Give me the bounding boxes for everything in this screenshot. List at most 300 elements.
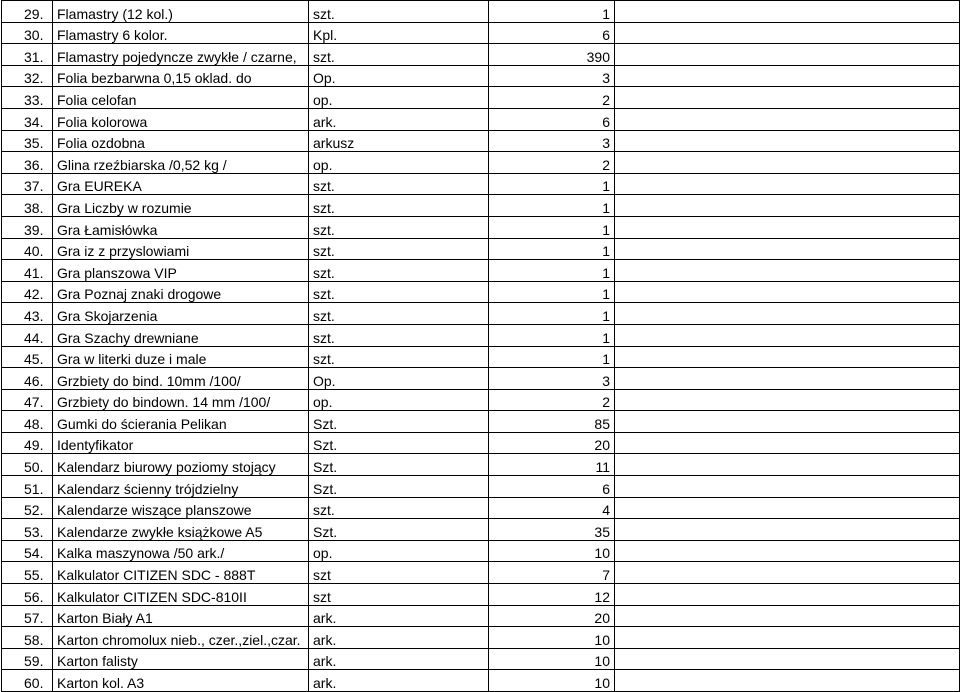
item-name-cell: [53, 130, 309, 152]
item-name-text: Folia celofan: [57, 91, 137, 108]
table-row: [2, 346, 960, 368]
quantity-cell: [489, 87, 615, 109]
row-number-cell: [2, 108, 53, 130]
item-name-cell: [53, 411, 309, 433]
empty-cell: [615, 22, 960, 44]
unit-text: arkusz: [313, 135, 355, 152]
table-row: [2, 519, 960, 541]
row-number-cell: [2, 562, 53, 584]
item-name-text: Gra Szachy drewniane: [57, 329, 199, 346]
row-number-text: 45.: [24, 351, 44, 368]
unit-cell: [309, 281, 489, 303]
unit-text: szt.: [313, 199, 335, 216]
item-name-text: Grzbiety do bind. 10mm /100/: [57, 372, 241, 389]
quantity-text: 85: [594, 415, 610, 432]
quantity-text: 7: [602, 567, 610, 584]
unit-cell: [309, 260, 489, 282]
unit-cell: [309, 216, 489, 238]
unit-text: szt.: [313, 329, 335, 346]
table-row: [2, 195, 960, 217]
unit-cell: [309, 519, 489, 541]
row-number-text: 40.: [24, 243, 44, 260]
quantity-cell: [489, 432, 615, 454]
unit-cell: [309, 238, 489, 260]
quantity-cell: [489, 216, 615, 238]
quantity-text: 3: [602, 70, 610, 87]
unit-cell: [309, 130, 489, 152]
inventory-table-body: [2, 1, 960, 692]
row-number-cell: [2, 432, 53, 454]
quantity-cell: [489, 627, 615, 649]
item-name-cell: [53, 540, 309, 562]
row-number-cell: [2, 346, 53, 368]
empty-cell: [615, 584, 960, 606]
row-number-text: 35.: [24, 135, 44, 152]
quantity-cell: [489, 519, 615, 541]
unit-text: szt.: [313, 221, 335, 238]
empty-cell: [615, 152, 960, 174]
quantity-cell: [489, 130, 615, 152]
empty-cell: [615, 173, 960, 195]
quantity-cell: [489, 562, 615, 584]
row-number-text: 57.: [24, 610, 44, 627]
quantity-cell: [489, 454, 615, 476]
unit-text: ark.: [313, 631, 337, 648]
item-name-cell: [53, 108, 309, 130]
item-name-cell: [53, 605, 309, 627]
row-number-cell: [2, 22, 53, 44]
quantity-cell: [489, 152, 615, 174]
empty-cell: [615, 195, 960, 217]
unit-cell: [309, 648, 489, 670]
quantity-cell: [489, 324, 615, 346]
item-name-text: Gra EUREKA: [57, 178, 142, 195]
item-name-text: Gra Poznaj znaki drogowe: [57, 286, 222, 303]
item-name-text: Kalendarz biurowy poziomy stojący: [57, 459, 276, 476]
unit-text: Szt.: [313, 523, 338, 540]
unit-cell: [309, 108, 489, 130]
quantity-cell: [489, 389, 615, 411]
table-row: [2, 108, 960, 130]
row-number-cell: [2, 605, 53, 627]
item-name-text: Kalka maszynowa /50 ark./: [57, 545, 225, 562]
table-row: [2, 303, 960, 325]
empty-cell: [615, 389, 960, 411]
item-name-cell: [53, 281, 309, 303]
quantity-text: 1: [602, 199, 610, 216]
quantity-cell: [489, 173, 615, 195]
unit-cell: [309, 389, 489, 411]
table-row: [2, 238, 960, 260]
item-name-cell: [53, 432, 309, 454]
item-name-cell: [53, 173, 309, 195]
unit-text: szt: [313, 567, 331, 584]
quantity-cell: [489, 44, 615, 66]
row-number-text: 58.: [24, 631, 44, 648]
unit-cell: [309, 584, 489, 606]
unit-cell: [309, 195, 489, 217]
table-row: [2, 411, 960, 433]
item-name-cell: [53, 454, 309, 476]
quantity-cell: [489, 411, 615, 433]
row-number-cell: [2, 195, 53, 217]
quantity-cell: [489, 281, 615, 303]
unit-text: szt.: [313, 178, 335, 195]
item-name-cell: [53, 216, 309, 238]
item-name-cell: [53, 670, 309, 692]
quantity-text: 1: [602, 264, 610, 281]
unit-cell: [309, 1, 489, 23]
empty-cell: [615, 281, 960, 303]
empty-cell: [615, 648, 960, 670]
row-number-cell: [2, 454, 53, 476]
unit-cell: [309, 324, 489, 346]
row-number-cell: [2, 260, 53, 282]
quantity-text: 390: [586, 48, 610, 65]
item-name-text: Karton falisty: [57, 653, 138, 670]
unit-cell: [309, 22, 489, 44]
item-name-cell: [53, 65, 309, 87]
quantity-text: 1: [602, 178, 610, 195]
quantity-cell: [489, 303, 615, 325]
table-row: [2, 152, 960, 174]
row-number-cell: [2, 519, 53, 541]
item-name-cell: [53, 324, 309, 346]
row-number-text: 55.: [24, 567, 44, 584]
table-row: [2, 87, 960, 109]
row-number-cell: [2, 540, 53, 562]
row-number-cell: [2, 281, 53, 303]
quantity-text: 10: [594, 675, 610, 691]
quantity-text: 2: [602, 91, 610, 108]
item-name-text: Gra iz z przyslowiami: [57, 243, 190, 260]
item-name-cell: [53, 303, 309, 325]
item-name-text: Gra w literki duze i male: [57, 351, 207, 368]
row-number-text: 48.: [24, 415, 44, 432]
unit-cell: [309, 65, 489, 87]
row-number-cell: [2, 368, 53, 390]
quantity-cell: [489, 497, 615, 519]
item-name-text: Folia bezbarwna 0,15 oklad. do: [57, 70, 252, 87]
quantity-cell: [489, 368, 615, 390]
row-number-text: 33.: [24, 91, 44, 108]
unit-cell: [309, 368, 489, 390]
row-number-text: 32.: [24, 70, 44, 87]
unit-cell: [309, 173, 489, 195]
item-name-text: Kalkulator CITIZEN SDC - 888T: [57, 567, 256, 584]
table-row: [2, 130, 960, 152]
unit-text: ark.: [313, 675, 337, 691]
row-number-cell: [2, 324, 53, 346]
unit-cell: [309, 497, 489, 519]
quantity-cell: [489, 540, 615, 562]
empty-cell: [615, 44, 960, 66]
unit-cell: [309, 627, 489, 649]
row-number-cell: [2, 87, 53, 109]
quantity-text: 10: [594, 631, 610, 648]
quantity-text: 6: [602, 113, 610, 130]
quantity-text: 1: [602, 351, 610, 368]
item-name-cell: [53, 584, 309, 606]
quantity-text: 3: [602, 372, 610, 389]
table-row: [2, 540, 960, 562]
empty-cell: [615, 627, 960, 649]
row-number-text: 41.: [24, 264, 44, 281]
item-name-text: Identyfikator: [57, 437, 134, 454]
quantity-text: 1: [602, 307, 610, 324]
row-number-text: 56.: [24, 588, 44, 605]
item-name-cell: [53, 368, 309, 390]
table-row: [2, 454, 960, 476]
quantity-cell: [489, 605, 615, 627]
empty-cell: [615, 411, 960, 433]
empty-cell: [615, 454, 960, 476]
table-row: [2, 562, 960, 584]
row-number-cell: [2, 411, 53, 433]
row-number-text: 50.: [24, 459, 44, 476]
row-number-text: 34.: [24, 113, 44, 130]
quantity-cell: [489, 108, 615, 130]
item-name-cell: [53, 87, 309, 109]
empty-cell: [615, 497, 960, 519]
empty-cell: [615, 324, 960, 346]
quantity-cell: [489, 476, 615, 498]
quantity-text: 20: [594, 610, 610, 627]
quantity-cell: [489, 195, 615, 217]
item-name-text: Kalkulator CITIZEN SDC-810II: [57, 588, 247, 605]
table-row: [2, 173, 960, 195]
item-name-text: Kalendarz ścienny trójdzielny: [57, 480, 239, 497]
table-row: [2, 389, 960, 411]
unit-text: Kpl.: [313, 27, 338, 44]
unit-cell: [309, 303, 489, 325]
unit-text: ark.: [313, 653, 337, 670]
table-row: [2, 260, 960, 282]
empty-cell: [615, 432, 960, 454]
unit-text: szt.: [313, 351, 335, 368]
quantity-text: 10: [594, 545, 610, 562]
row-number-cell: [2, 173, 53, 195]
row-number-cell: [2, 130, 53, 152]
unit-cell: [309, 605, 489, 627]
quantity-text: 6: [602, 480, 610, 497]
table-row: [2, 476, 960, 498]
row-number-cell: [2, 238, 53, 260]
quantity-text: 6: [602, 27, 610, 44]
table-row: [2, 22, 960, 44]
unit-text: op.: [313, 156, 333, 173]
quantity-cell: [489, 346, 615, 368]
unit-text: szt.: [313, 243, 335, 260]
quantity-text: 1: [602, 329, 610, 346]
row-number-text: 36.: [24, 156, 44, 173]
item-name-cell: [53, 562, 309, 584]
empty-cell: [615, 108, 960, 130]
row-number-text: 60.: [24, 675, 44, 691]
unit-cell: [309, 87, 489, 109]
unit-text: ark.: [313, 610, 337, 627]
unit-text: szt.: [313, 48, 335, 65]
empty-cell: [615, 216, 960, 238]
row-number-cell: [2, 670, 53, 692]
table-row: [2, 281, 960, 303]
empty-cell: [615, 130, 960, 152]
item-name-text: Grzbiety do bindown. 14 mm /100/: [57, 394, 271, 411]
table-row: [2, 648, 960, 670]
row-number-cell: [2, 216, 53, 238]
quantity-text: 12: [594, 588, 610, 605]
quantity-cell: [489, 65, 615, 87]
row-number-text: 42.: [24, 286, 44, 303]
row-number-text: 38.: [24, 199, 44, 216]
table-row: [2, 44, 960, 66]
unit-cell: [309, 562, 489, 584]
inventory-table: [1, 0, 960, 692]
item-name-cell: [53, 497, 309, 519]
unit-text: Szt.: [313, 415, 338, 432]
row-number-text: 59.: [24, 653, 44, 670]
empty-cell: [615, 346, 960, 368]
row-number-text: 39.: [24, 221, 44, 238]
item-name-text: Flamastry pojedyncze zwykłe / czarne,: [57, 48, 297, 65]
unit-cell: [309, 476, 489, 498]
empty-cell: [615, 260, 960, 282]
item-name-cell: [53, 195, 309, 217]
unit-cell: [309, 454, 489, 476]
table-row: [2, 216, 960, 238]
unit-text: Op.: [313, 372, 336, 389]
unit-text: Szt.: [313, 459, 338, 476]
quantity-text: 10: [594, 653, 610, 670]
unit-text: Szt.: [313, 480, 338, 497]
row-number-cell: [2, 1, 53, 23]
quantity-cell: [489, 648, 615, 670]
row-number-cell: [2, 648, 53, 670]
row-number-text: 53.: [24, 523, 44, 540]
table-row: [2, 368, 960, 390]
item-name-text: Gra Łamisłówka: [57, 221, 158, 238]
table-row: [2, 1, 960, 23]
row-number-cell: [2, 389, 53, 411]
item-name-text: Kalendarze wiszące planszowe: [57, 502, 252, 519]
unit-text: szt: [313, 588, 331, 605]
quantity-cell: [489, 1, 615, 23]
row-number-text: 47.: [24, 394, 44, 411]
table-row: [2, 605, 960, 627]
quantity-text: 35: [594, 523, 610, 540]
item-name-cell: [53, 238, 309, 260]
quantity-text: 1: [602, 5, 610, 22]
empty-cell: [615, 605, 960, 627]
item-name-cell: [53, 22, 309, 44]
empty-cell: [615, 562, 960, 584]
empty-cell: [615, 303, 960, 325]
empty-cell: [615, 65, 960, 87]
item-name-text: Gra Liczby w rozumie: [57, 199, 192, 216]
unit-cell: [309, 432, 489, 454]
item-name-cell: [53, 44, 309, 66]
unit-cell: [309, 152, 489, 174]
item-name-text: Gra planszowa VIP: [57, 264, 177, 281]
row-number-text: 51.: [24, 480, 44, 497]
unit-cell: [309, 411, 489, 433]
row-number-cell: [2, 44, 53, 66]
item-name-cell: [53, 1, 309, 23]
row-number-cell: [2, 584, 53, 606]
unit-cell: [309, 44, 489, 66]
quantity-text: 1: [602, 243, 610, 260]
table-row: [2, 497, 960, 519]
unit-text: szt.: [313, 286, 335, 303]
item-name-cell: [53, 627, 309, 649]
quantity-text: 2: [602, 394, 610, 411]
empty-cell: [615, 519, 960, 541]
item-name-cell: [53, 260, 309, 282]
row-number-cell: [2, 476, 53, 498]
empty-cell: [615, 476, 960, 498]
quantity-cell: [489, 260, 615, 282]
unit-cell: [309, 540, 489, 562]
item-name-text: Folia kolorowa: [57, 113, 148, 130]
unit-text: szt.: [313, 264, 335, 281]
row-number-cell: [2, 303, 53, 325]
unit-text: szt.: [313, 502, 335, 519]
unit-text: op.: [313, 91, 333, 108]
row-number-text: 44.: [24, 329, 44, 346]
unit-text: szt.: [313, 307, 335, 324]
item-name-text: Flamastry (12 kol.): [57, 5, 173, 22]
unit-cell: [309, 346, 489, 368]
item-name-text: Glina rzeźbiarska /0,52 kg /: [57, 156, 227, 173]
unit-text: Szt.: [313, 437, 338, 454]
quantity-text: 1: [602, 221, 610, 238]
item-name-cell: [53, 389, 309, 411]
item-name-cell: [53, 476, 309, 498]
table-row: [2, 324, 960, 346]
item-name-text: Folia ozdobna: [57, 135, 145, 152]
row-number-cell: [2, 627, 53, 649]
unit-cell: [309, 670, 489, 692]
item-name-cell: [53, 648, 309, 670]
quantity-text: 3: [602, 135, 610, 152]
item-name-text: Kalendarze zwykłe książkowe A5: [57, 523, 263, 540]
row-number-text: 29.: [24, 5, 44, 22]
quantity-text: 1: [602, 286, 610, 303]
row-number-cell: [2, 497, 53, 519]
item-name-text: Flamastry 6 kolor.: [57, 27, 168, 44]
row-number-cell: [2, 65, 53, 87]
quantity-cell: [489, 670, 615, 692]
item-name-text: Gumki do ścierania Pelikan: [57, 415, 227, 432]
quantity-text: 11: [595, 459, 610, 476]
row-number-cell: [2, 152, 53, 174]
table-row: [2, 670, 960, 692]
empty-cell: [615, 670, 960, 692]
table-row: [2, 584, 960, 606]
unit-text: op.: [313, 545, 333, 562]
table-row: [2, 627, 960, 649]
empty-cell: [615, 368, 960, 390]
empty-cell: [615, 87, 960, 109]
unit-text: op.: [313, 394, 333, 411]
table-row: [2, 65, 960, 87]
row-number-text: 43.: [24, 307, 44, 324]
row-number-text: 52.: [24, 502, 44, 519]
quantity-cell: [489, 584, 615, 606]
empty-cell: [615, 1, 960, 23]
empty-cell: [615, 540, 960, 562]
row-number-text: 49.: [24, 437, 44, 454]
